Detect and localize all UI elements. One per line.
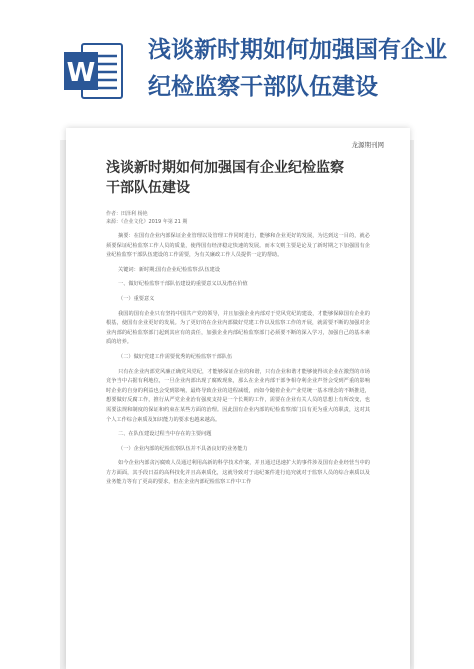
document-title: 浅谈新时期如何加强国有企业纪检监察干部队伍建设 <box>106 160 344 196</box>
source-line: 来源：《企业文化》2019 年第 21 期 <box>106 219 188 225</box>
body-paragraph-3: 如今企业内部贪污腐败人员通过利用高新的科学技术作案，并且通过迅速扩大的事件涉及国有企业经营当中的方方面面，其手段日益的高科技化并且高素质化，这就导致对于违纪案件进行追究就对于监察人员的综合素质以及业务能力等有了更高的要求，但在企业内部纪检监察工作中工作 <box>106 460 370 486</box>
document-body <box>106 232 370 488</box>
body-paragraph-1: 我国的国有企业只有坚持中国共产党的领导，并且加强企业内部对于党风党纪的建设，才能够保障国有企业的根基，使国有企业更好的发展。为了更好的在企业内部做好党建工作以及监察工作的开展，就需要不断的加强对企业内部的纪检监察部门起到其应有的责任，加强企业内部纪检监察部门必须要不断的深入学习，加强自己的基本素质的培养。 <box>106 310 370 346</box>
word-document-icon <box>62 40 124 102</box>
banner-title-line-2: 纪检监察干部队伍建设 <box>148 74 378 100</box>
abstract-paragraph: 摘要：在国有企业内部保证企业管理以及管理工作同时进行，能够和企业更好的发展，为达到这一目的，就必须要保证纪检监察工作人员的质量，使得国有经济稳定快速的发展。而本文则主要是论及了新时期之下加强国有企业纪检监察干部队伍建设的工作需要，为有关廉政工作人员提供一定的帮助。 <box>106 233 370 259</box>
keywords-line: 关键词：新时期;国有企业纪检监察;队伍建设 <box>118 266 221 273</box>
banner-title-line-1: 浅谈新时期如何加强国有企业 <box>148 37 447 63</box>
subsection-heading-3: （一）企业内部的纪检监察队伍并不具备良好的业务能力 <box>118 445 248 452</box>
document-page <box>66 128 410 669</box>
svg-text:W: W <box>66 58 96 88</box>
author-line: 作者：田泽利 杨艳 <box>106 211 148 217</box>
section-heading-2: 二、在队伍建设过程当中存在的主要问题 <box>118 431 212 438</box>
subsection-heading-2: （二）做好党建工作需要优秀的纪检监察干部队伍 <box>118 353 233 360</box>
section-heading-1: 一、做好纪检监察干部队伍建设的重要意义以及潜在价值 <box>118 281 248 288</box>
journal-name: 龙源期刊网 <box>351 141 384 149</box>
body-paragraph-2: 只有在企业内部党风廉正确党风党纪，才能够保证企业的和谐，只有企业和谐才能够使得该企业在激烈的市场竞争当中占据有利地位，一旦企业内部出现了腐败现象，那么在企业内部干部争相夺利企业声誉会受到严重的影响时企业的自身的利益也会受到影响，最终导致企业的进程减缓，而如今随着企业产业党统一基本理念的不断推进，想要做好反腐工作，推行从严党企业治有强度支持是一个长期的工作，需要在企业有关人员的思想上有所改变，也需要法规和制度的保证和约束在某些方面的治理。因此国有企业内部的纪检监察部门具有更为重大的职责，这对其个人工作综合素质及知识能力的要求也越来越高。 <box>106 368 370 423</box>
subsection-heading-1: （一）重要意义 <box>118 295 155 302</box>
banner <box>0 0 474 120</box>
